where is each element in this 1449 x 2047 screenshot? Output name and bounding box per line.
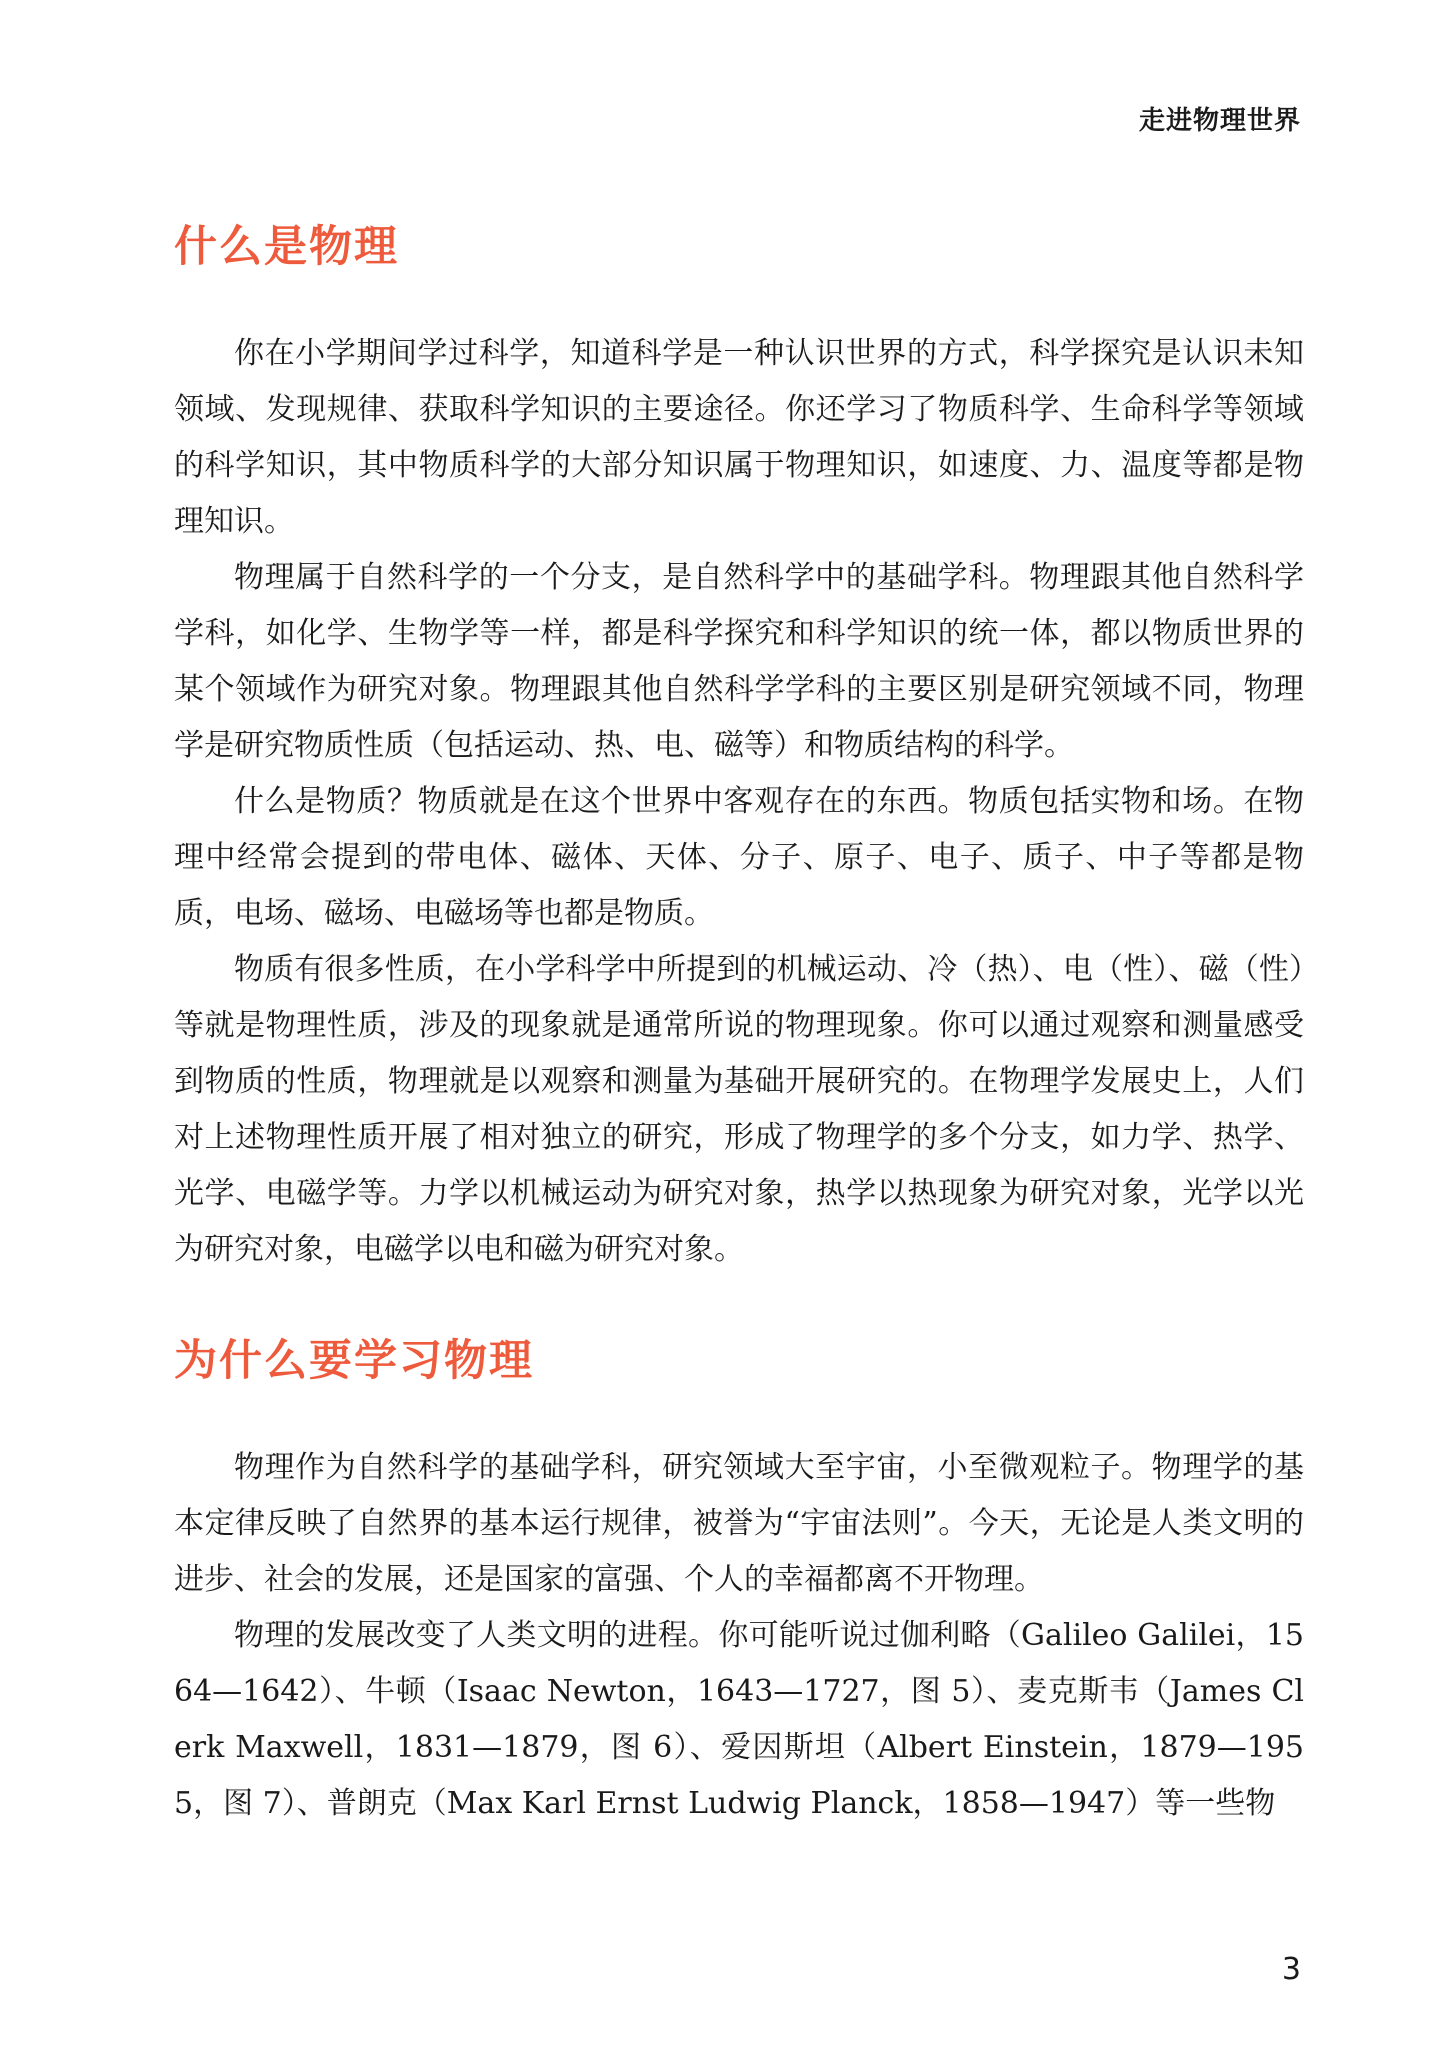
section-title: 什么是物理 [174,222,399,272]
body-paragraph: 物理属于自然科学的一个分支，是自然科学中的基础学科。物理跟其他自然科学学科，如化学、生物学等一样，都是科学探究和科学知识的统一体，都以物质世界的某个领域作为研究对象。物理跟其他自然科学学科的主要区别是研究领域不同，物理学是研究物质性质（包括运动、热、电、磁等）和物质结构的科学。 [174,559,1304,763]
section-title: 为什么要学习物理 [174,1335,534,1386]
body-paragraph: 你在小学期间学过科学，知道科学是一种认识世界的方式，科学探究是认识未知领域、发现规律、获取科学知识的主要途径。你还学习了物质科学、生命科学等领域的科学知识，其中物质科学的大部分知识属于物理知识，如速度、力、温度等都是物理知识。 [174,335,1304,539]
page-number: 3 [1281,1952,1301,1987]
section-what-is-physics [174,220,1304,1278]
body-paragraph: 什么是物质？物质就是在这个世界中客观存在的东西。物质包括实物和场。在物理中经常会提到的带电体、磁体、天体、分子、原子、电子、质子、中子等都是物质，电场、磁场、电磁场等也都是物质。 [174,783,1304,931]
section-why-learn-physics [174,1334,1304,1832]
page-content [174,220,1304,1832]
body-paragraph: 物质有很多性质，在小学科学中所提到的机械运动、冷（热）、电（性）、磁（性）等就是物理性质，涉及的现象就是通常所说的物理现象。你可以通过观察和测量感受到物质的性质，物理就是以观察和测量为基础开展研究的。在物理学发展史上，人们对上述物理性质开展了相对独立的研究，形成了物理学的多个分支，如力学、热学、光学、电磁学等。力学以机械运动为研究对象，热学以热现象为研究对象，光学以光为研究对象，电磁学以电和磁为研究对象。 [174,951,1304,1267]
body-paragraph: 物理的发展改变了人类文明的进程。你可能听说过伽利略（Galileo Galilei，1564—1642）、牛顿（Isaac Newton，1643—1727，图 5）、麦克斯韦（James Clerk Maxwell，1831—1879，图 6）、爱因斯坦（Albert Einstein，1879—1955，图 7）、普朗克（Max Karl Ernst Ludwig Planck，1858—1947）等一些物 [174,1617,1304,1821]
running-header: 走进物理世界 [1138,106,1301,136]
body-paragraph: 物理作为自然科学的基础学科，研究领域大至宇宙，小至微观粒子。物理学的基本定律反映了自然界的基本运行规律，被誉为“宇宙法则”。今天，无论是人类文明的进步、社会的发展，还是国家的富强、个人的幸福都离不开物理。 [174,1449,1304,1597]
